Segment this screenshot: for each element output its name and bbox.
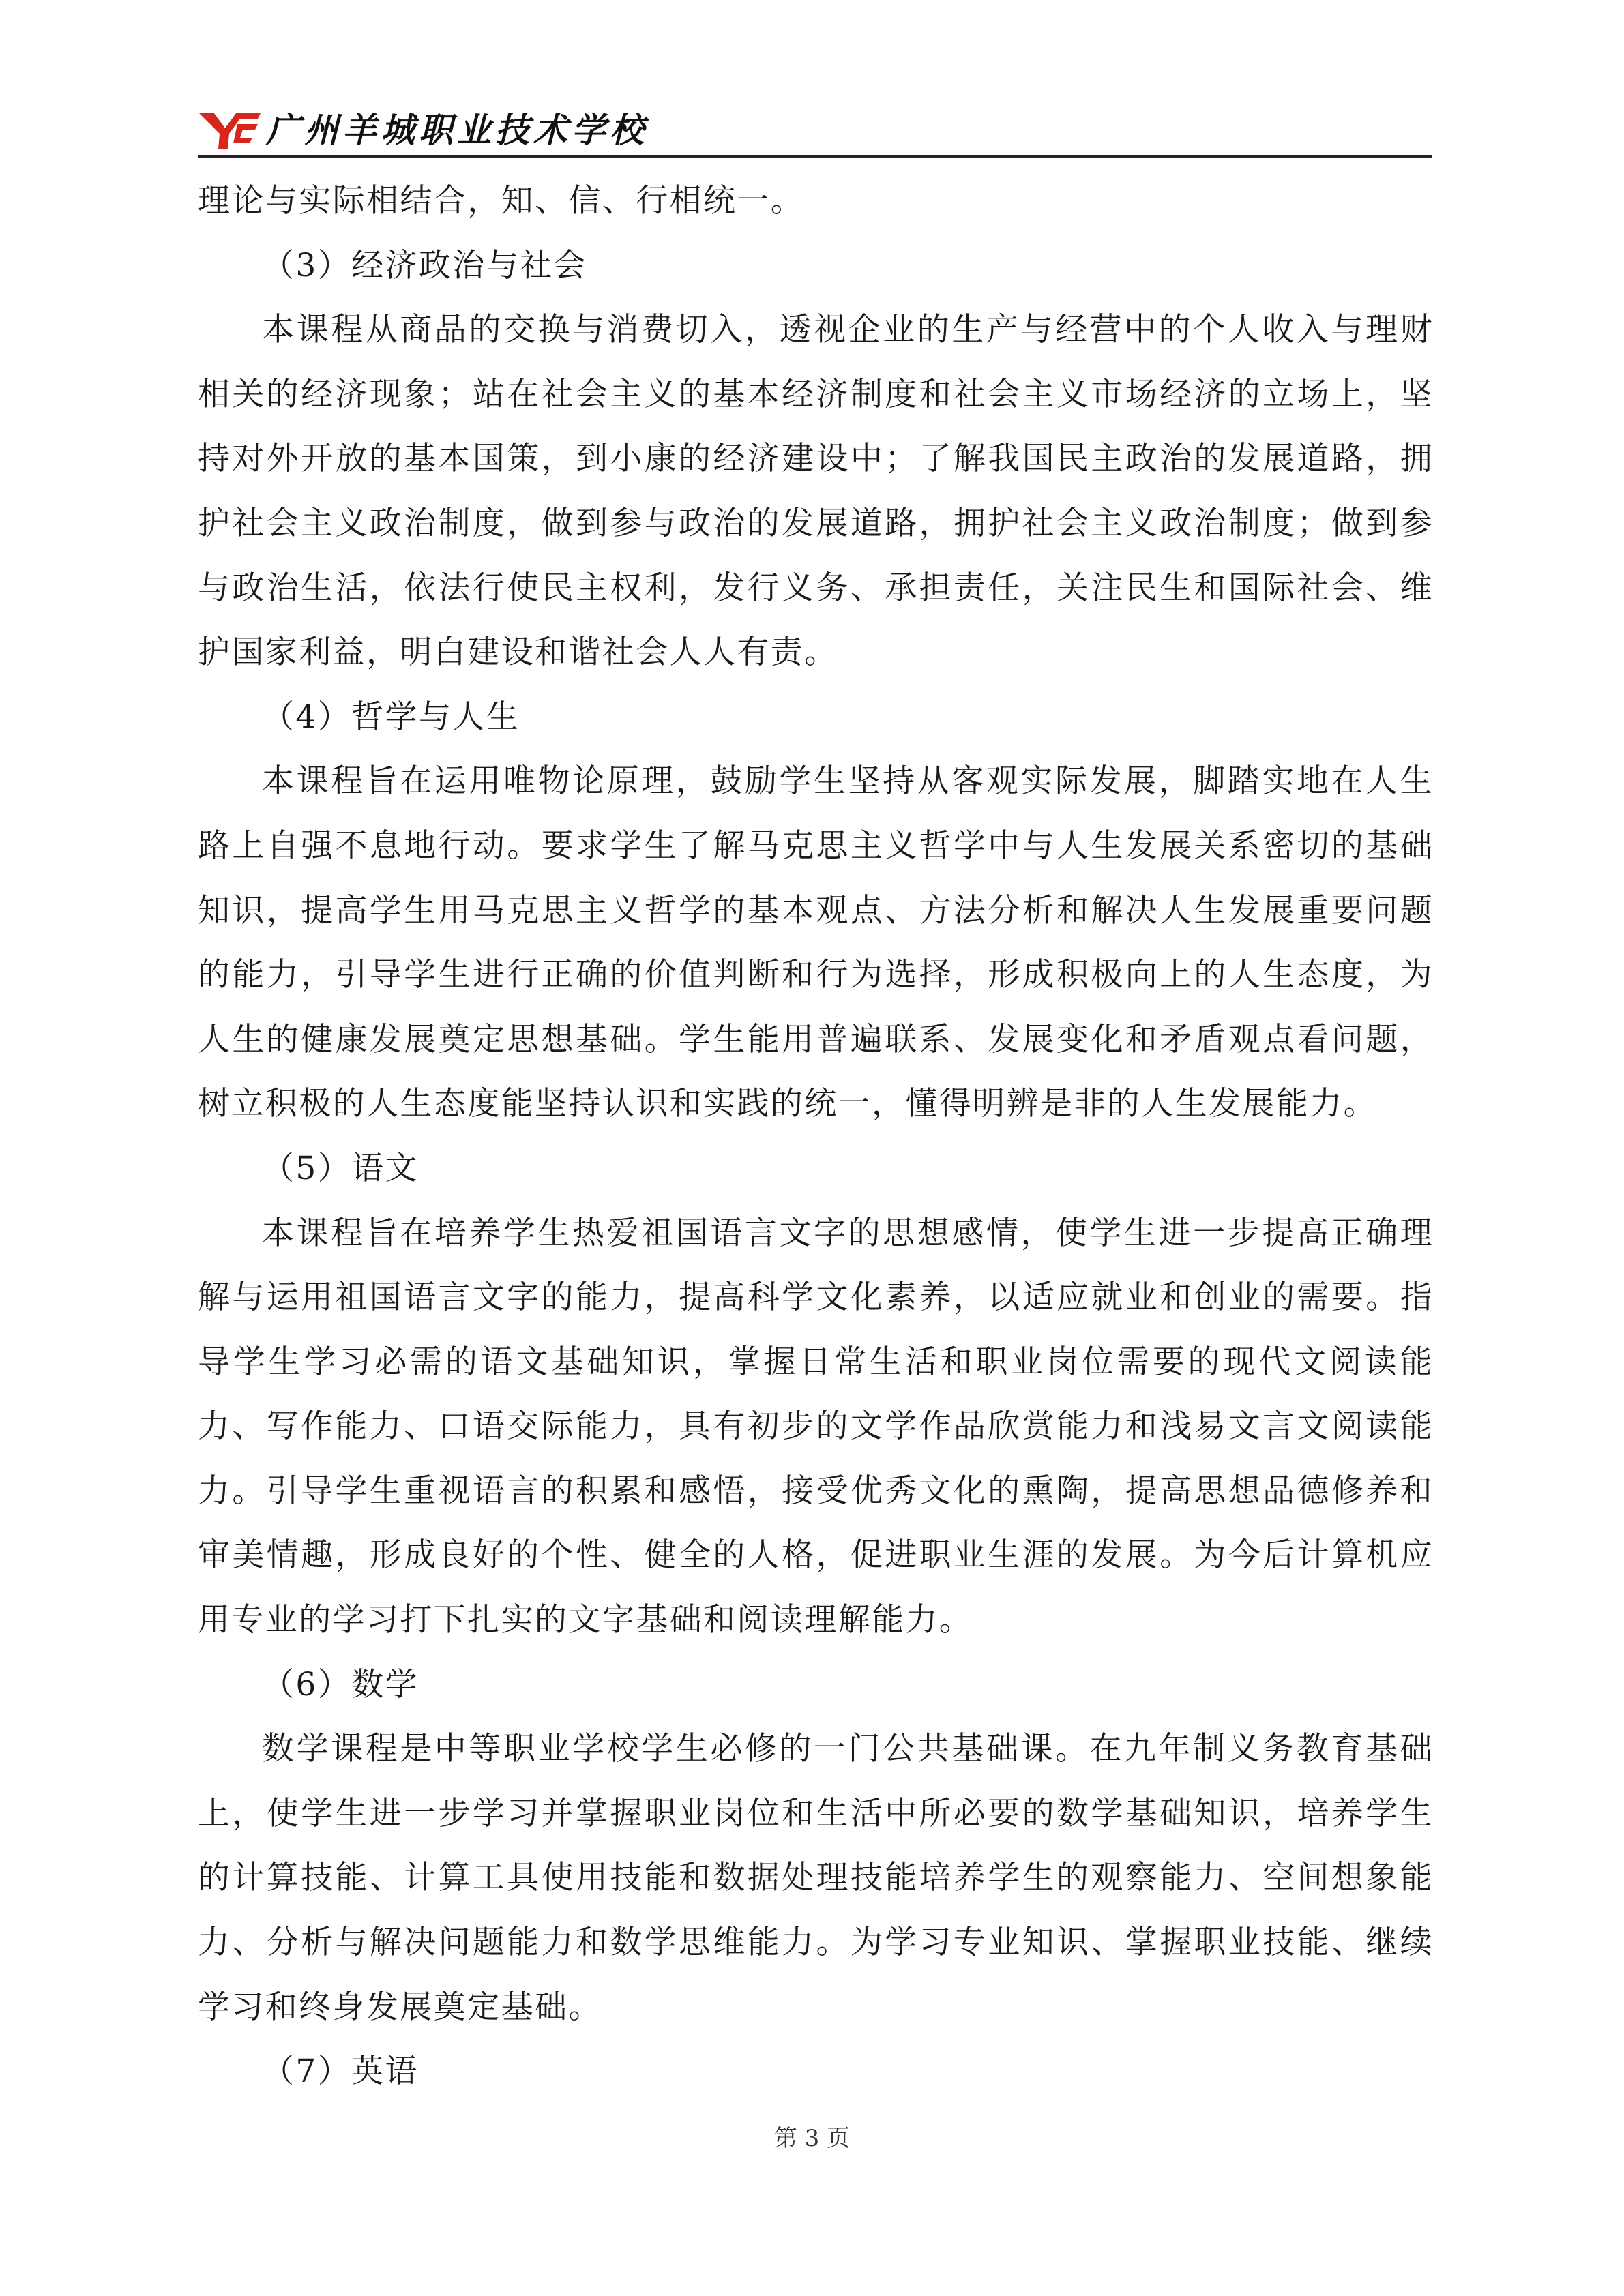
page-number: 第 3 页 <box>773 2125 851 2152</box>
page-header <box>198 106 1432 158</box>
section-heading-economics-politics: （3）经济政治与社会 <box>262 246 587 284</box>
document-body <box>198 169 1434 2104</box>
section-heading-philosophy: （4）哲学与人生 <box>262 698 520 736</box>
section-heading-english: （7）英语 <box>262 2053 419 2091</box>
section-heading-math: （6）数学 <box>262 1665 419 1703</box>
header-divider <box>198 155 1432 158</box>
paragraph-math: 数学课程是中等职业学校学生必修的一门公共基础课。在九年制义务教育基础上，使学生进一步学习并掌握职业岗位和生活中所必要的数学基础知识，培养学生的计算技能、计算工具使用技能和数据处理技能培养学生的观察能力、空间想象能力、分析与解决问题能力和数学思维能力。为学习专业知识、掌握职业技能、继续学习和终身发展奠定基础。 <box>198 1730 1434 2026</box>
paragraph-economics-politics: 本课程从商品的交换与消费切入，透视企业的生产与经营中的个人收入与理财相关的经济现象；站在社会主义的基本经济制度和社会主义市场经济的立场上，坚持对外开放的基本国策，到小康的经济建设中；了解我国民主政治的发展道路，拥护社会主义政治制度，做到参与政治的发展道路，拥护社会主义政治制度；做到参与政治生活，依法行使民主权利，发行义务、承担责任，关注民生和国际社会、维护国家利益，明白建设和谐社会人人有责。 <box>198 311 1434 672</box>
paragraph-continuation: 理论与实际相结合，知、信、行相统一。 <box>198 182 805 220</box>
paragraph-philosophy: 本课程旨在运用唯物论原理，鼓励学生坚持从客观实际发展，脚踏实地在人生路上自强不息地行动。要求学生了解马克思主义哲学中与人生发展关系密切的基础知识，提高学生用马克思主义哲学的基本观点、方法分析和解决人生发展重要问题的能力，引导学生进行正确的价值判断和行为选择，形成积极向上的人生态度，为人生的健康发展奠定思想基础。学生能用普遍联系、发展变化和矛盾观点看问题，树立积极的人生态度能坚持认识和实践的统一，懂得明辨是非的人生发展能力。 <box>198 762 1434 1123</box>
school-name: 广州羊城职业技术学校 <box>266 110 648 150</box>
paragraph-chinese: 本课程旨在培养学生热爱祖国语言文字的思想感情，使学生进一步提高正确理解与运用祖国语言文字的能力，提高科学文化素养，以适应就业和创业的需要。指导学生学习必需的语文基础知识，掌握日常生活和职业岗位需要的现代文阅读能力、写作能力、口语交际能力，具有初步的文学作品欣赏能力和浅易文言文阅读能力。引导学生重视语言的积累和感悟，接受优秀文化的熏陶，提高思想品德修养和审美情趣，形成良好的个性、健全的人格，促进职业生涯的发展。为今后计算机应用专业的学习打下扎实的文字基础和阅读理解能力。 <box>198 1214 1434 1639</box>
section-heading-chinese: （5）语文 <box>262 1149 419 1187</box>
school-logo-icon <box>198 110 262 151</box>
